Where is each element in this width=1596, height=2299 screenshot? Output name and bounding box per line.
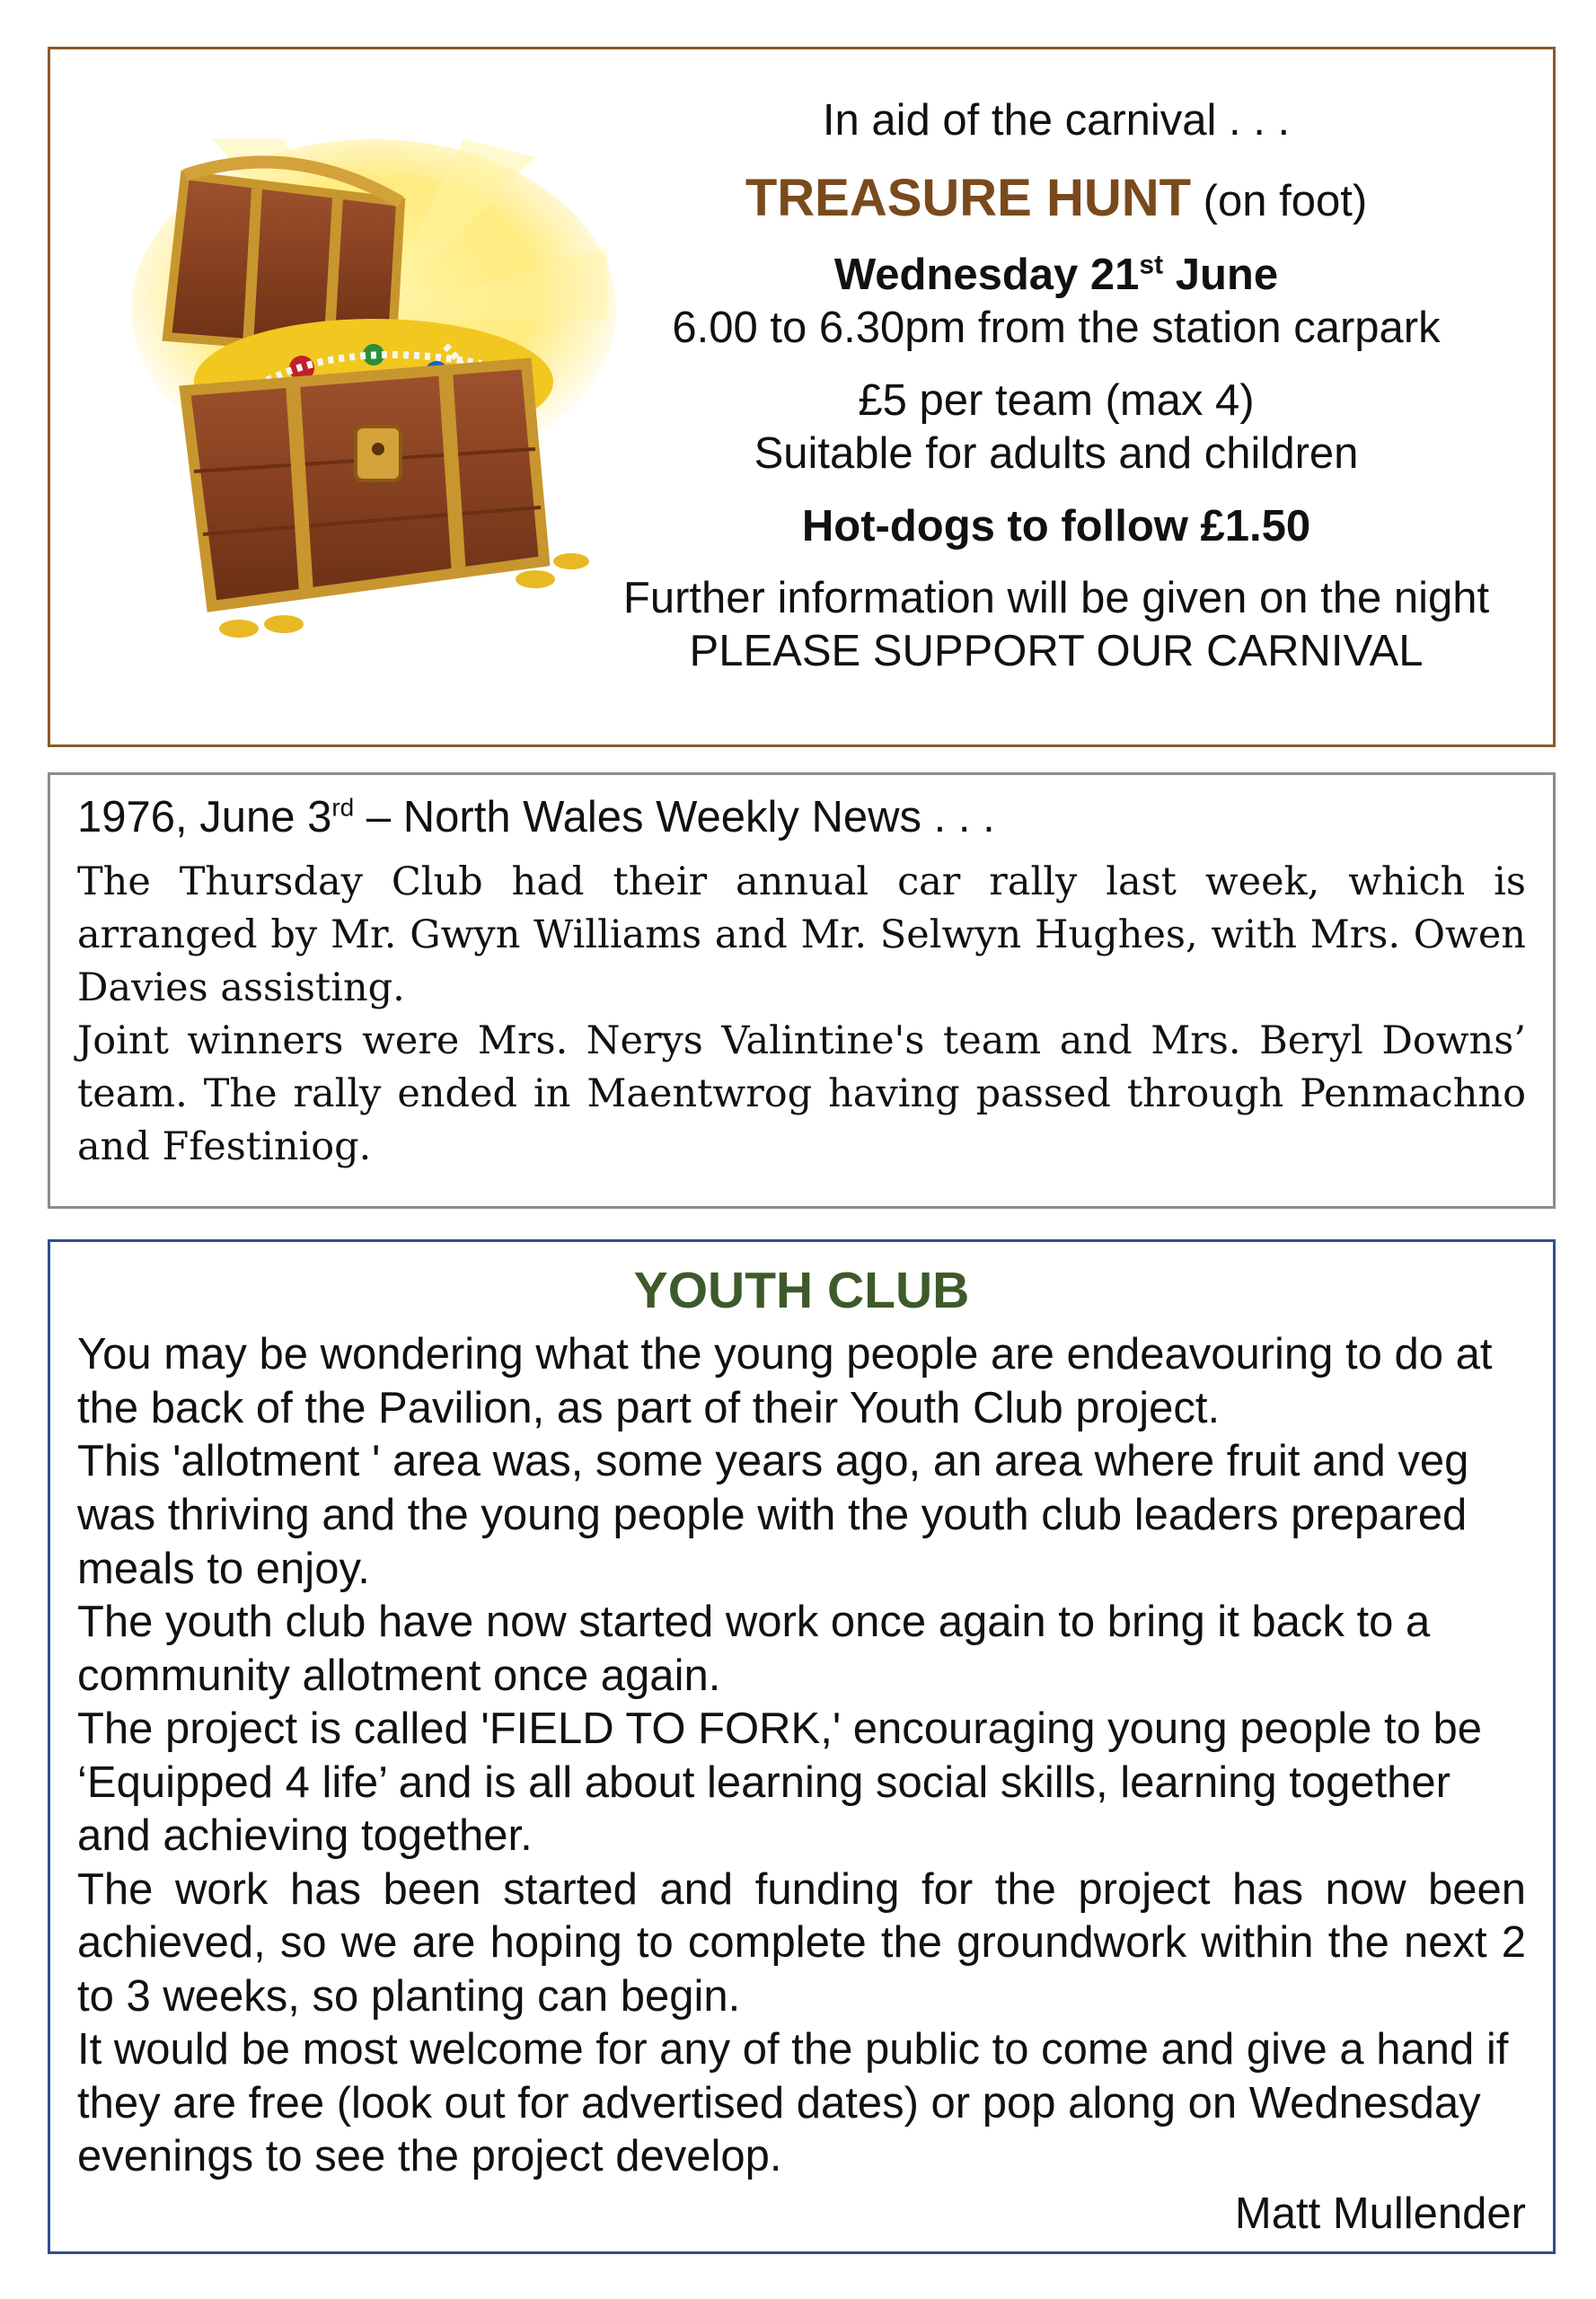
treasure-hunt-title: TREASURE HUNT	[745, 168, 1192, 227]
news-article	[77, 856, 1526, 1173]
treasure-chest-illustration	[104, 139, 616, 660]
youth-club-article	[77, 1328, 1526, 2184]
news-heading-ordinal: rd	[331, 793, 355, 822]
youth-club-paragraph: It would be most welcome for any of the public to come and give a hand if they are free (look out for advertised dates) or pop along on Wednesday evenings to see the project develop.	[77, 2025, 1509, 2181]
support-appeal: PLEASE SUPPORT OUR CARNIVAL	[689, 627, 1424, 676]
event-date-month: June	[1163, 251, 1279, 300]
event-date-day: Wednesday 21	[833, 251, 1140, 300]
author-signature: Matt Mullender	[1234, 2189, 1526, 2238]
youth-club-paragraph: This 'allotment ' area was, some years ago, an area where fruit and veg was thriving and the young people with the youth club leaders prepared meals to enjoy.	[77, 1437, 1469, 1593]
youth-club-paragraph: The project is called 'FIELD TO FORK,' encouraging young people to be ‘Equipped 4 life’ and is all about learning social skills, learning together and achieving together.	[77, 1704, 1482, 1861]
youth-club-box	[48, 1239, 1556, 2254]
treasure-hunt-box	[48, 47, 1556, 747]
treasure-hunt-heading	[589, 167, 1523, 230]
treasure-hunt-details	[589, 94, 1523, 678]
further-info: Further information will be given on the night	[622, 574, 1490, 623]
news-heading	[77, 788, 1526, 847]
news-paragraph: Joint winners were Mrs. Nerys Valintine's team and Mrs. Beryl Downs’ team. The rally ended in Maentwrog having passed through Penmachno and Ffestiniog.	[77, 1017, 1526, 1169]
event-suitability: Suitable for adults and children	[754, 428, 1359, 478]
event-date	[589, 249, 1523, 302]
event-date-ordinal: st	[1139, 251, 1164, 281]
hotdogs-note: Hot-dogs to follow £1.50	[801, 501, 1311, 551]
treasure-hunt-subtitle: (on foot)	[1191, 176, 1368, 225]
carnival-intro: In aid of the carnival . . .	[822, 96, 1291, 145]
youth-club-paragraph: The work has been started and funding for the project has now been achieved, so we are hoping to complete the groundwork within the next 2 to 3 weeks, so planting can begin.	[77, 1864, 1526, 2021]
news-heading-source: – North Wales Weekly News . . .	[354, 793, 995, 841]
youth-club-paragraph: The youth club have now started work once again to bring it back to a community allotment once again.	[77, 1598, 1431, 1700]
youth-club-title: YOUTH CLUB	[633, 1262, 970, 1319]
news-archive-box	[48, 772, 1556, 1209]
youth-club-paragraph: You may be wondering what the young people are endeavouring to do at the back of the Pavilion, as part of their Youth Club project.	[77, 1330, 1493, 1432]
event-time-place: 6.00 to 6.30pm from the station carpark	[672, 304, 1441, 353]
news-heading-date: 1976, June 3	[77, 793, 332, 841]
news-paragraph: The Thursday Club had their annual car rally last week, which is arranged by Mr. Gwyn Williams and Mr. Selwyn Hughes, with Mrs. Owen Davies assisting.	[77, 859, 1526, 1010]
event-price: £5 per team (max 4)	[858, 375, 1255, 425]
